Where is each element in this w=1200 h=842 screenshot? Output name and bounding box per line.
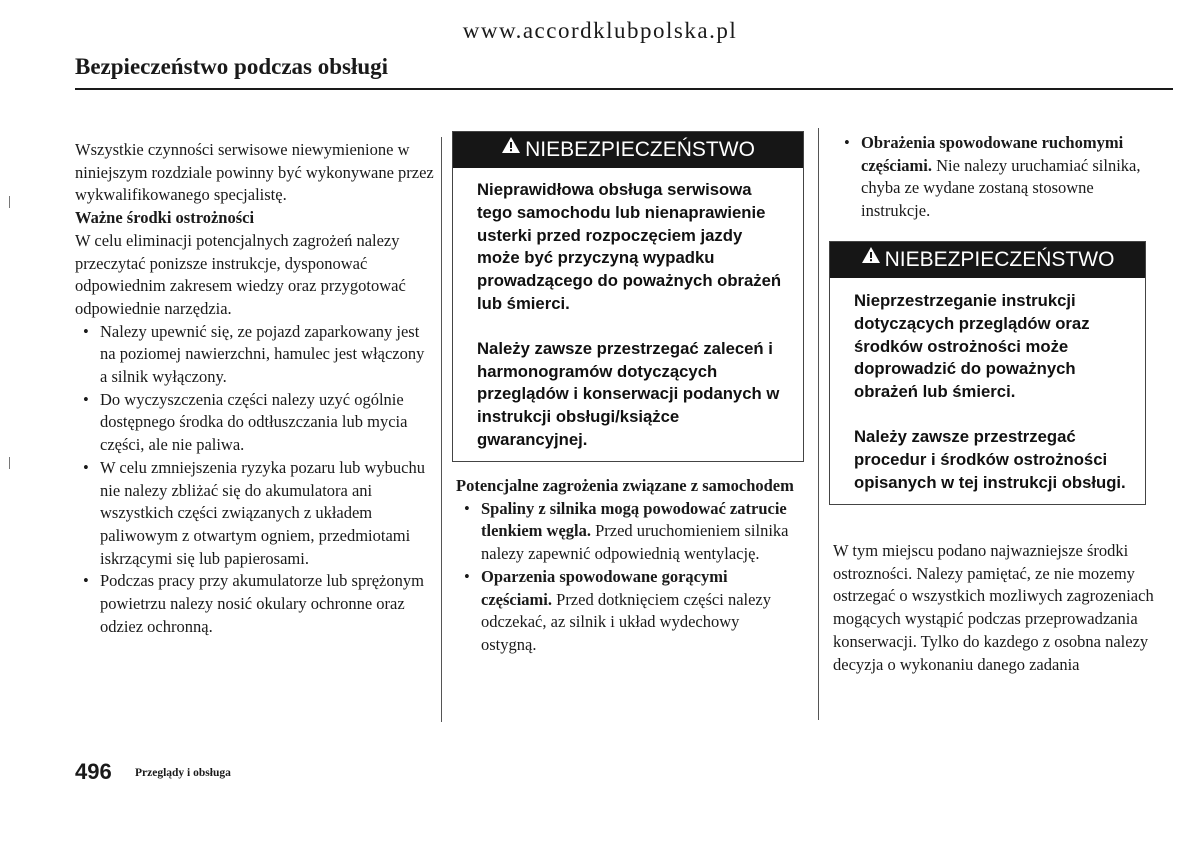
margin-mark [9,457,10,469]
danger-paragraph: Nieprawidłowa obsługa serwisowa tego samochodu lub nienaprawienie usterki przed rozpoczęciem jazdy może być przyczyną wypadku prowadzącego do poważnych obrażeń lub śmierci. [477,180,782,313]
list-item: • Podczas pracy przy akumulatorze lub sprężonym powietrzu nalezy nosić okulary ochronne oraz odziez ochronną. [75,570,435,638]
danger-box [829,241,1146,505]
hazards-list [456,498,796,657]
danger-header-label: NIEBEZPIECZEŃSTWO [525,138,755,161]
precautions-list [75,321,435,639]
danger-paragraph: Należy zawsze przestrzegać zaleceń i harmonogramów dotyczących przeglądów i konserwacji podanych w instrukcji obsługi/książce gwarancyjnej. [477,338,780,449]
warning-triangle-icon [501,130,521,166]
left-column [75,139,435,638]
list-item [836,132,1166,223]
hazard-text: Przed dotknięciem części nalezy odczekać, az silnik i układ wydechowy ostygną. [481,589,771,654]
hazard-title: Oparzenia spowodowane gorącymi częściami. [481,566,728,609]
intro-paragraph: Wszystkie czynności serwisowe niewymienione w niniejszym rozdziale powinny być wykonywane przez wykwalifikowanego specjalistę. [75,140,434,205]
danger-paragraph: Należy zawsze przestrzegać procedur i środków ostrożności opisanych w tej instrukcji obsługi. [854,426,1126,492]
right-column-top [836,132,1166,223]
chapter-label: Przeglądy i obsługa [135,767,231,779]
list-item [456,498,796,566]
closing-paragraph: W tym miejscu podano najwazniejsze środki ostrozności. Nalezy pamiętać, ze nie mozemy ostrzegać o wszystkich mozliwych zagrozeniach mogących wystąpić podczas przeprowadzania konserwacji. Tylko do kazdego z osobna nalezy decyzja o wykonaniu danego zadania [833,541,1154,674]
list-item: • Nalezy upewnić się, ze pojazd zaparkowany jest na poziomej nawierzchni, hamulec jest włączony a silnik wyłączony. [75,321,435,389]
column-divider [818,128,819,720]
section-title: Bezpieczeństwo podczas obsługi [75,54,389,79]
list-item: • Do wyczyszczenia części nalezy uzyć ogólnie dostępnego środka do odtłuszczania lub mycia części, ale nie paliwa. [75,389,435,457]
list-item [456,566,796,657]
danger-header-label: NIEBEZPIECZEŃSTWO [884,248,1115,271]
right-column-bottom [833,540,1183,676]
title-rule [75,88,1173,90]
danger-box [452,131,804,462]
middle-column [456,475,796,657]
danger-paragraph: Nieprzestrzeganie instrukcji dotyczących przeglądów oraz środków ostrożności może doprowadzić do poważnych obrażeń lub śmierci. [854,291,1090,402]
danger-body [830,278,1145,494]
hazard-text: Nie nalezy uruchamiać silnika, chyba ze wydane zostaną stosowne instrukcje. [861,155,1141,221]
precautions-paragraph: W celu eliminacji potencjalnych zagrożeń nalezy przeczytać ponizsze instrukcje, dysponować odpowiednim zakresem wiedzy oraz przygotować odpowiednie narzędzia. [75,230,406,318]
site-url: www.accordklubpolska.pl [462,18,738,43]
margin-mark [9,196,10,208]
hazard-title: Spaliny z silnika mogą powodować zatrucie tlenkiem węgla. [481,498,787,541]
danger-header [453,132,803,168]
list-item: • W celu zmniejszenia ryzyka pozaru lub wybuchu nie nalezy zbliżać się do akumulatora ani wszystkich części związanych z układem paliwowym z otwartym ogniem, przedmiotami iskrzącymi się lub papierosami. [75,457,435,571]
warning-triangle-icon [861,240,881,276]
hazards-heading: Potencjalne zagrożenia związane z samochodem [456,476,794,495]
column-divider [441,137,442,722]
precautions-heading: Ważne środki ostrożności [75,208,255,228]
hazards-list [836,132,1166,223]
hazard-title: Obrażenia spowodowane ruchomymi częściami. [861,133,1124,175]
page-number: 496 [75,759,112,784]
danger-body [453,168,803,452]
hazard-text: Przed uruchomieniem silnika nalezy zapewnić odpowiednią wentylację. [481,521,789,564]
danger-header [830,242,1145,278]
